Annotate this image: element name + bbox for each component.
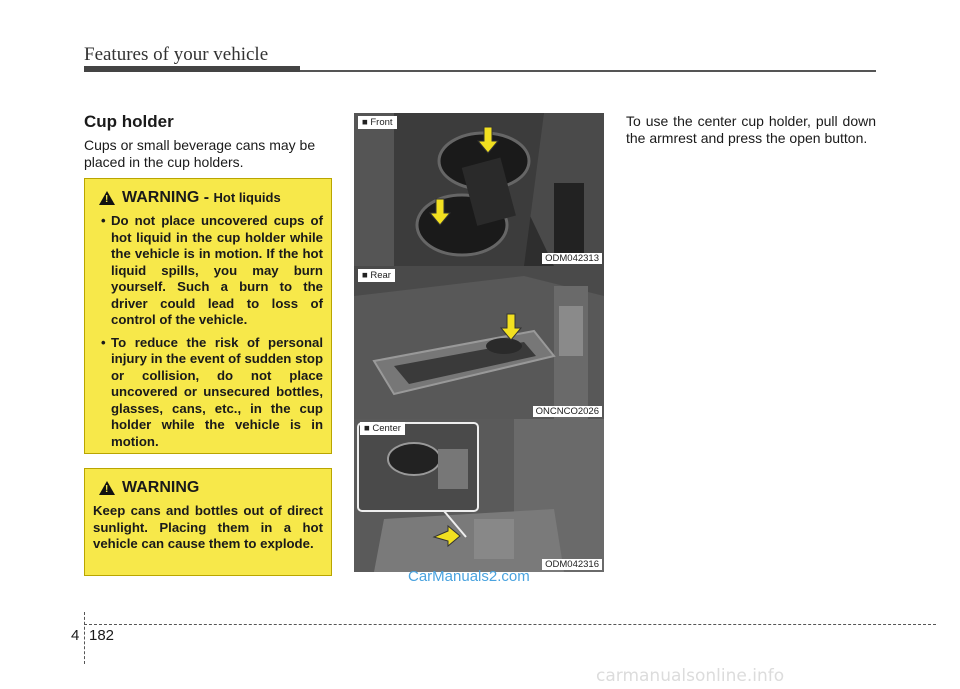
image-label: ■ Rear (358, 269, 395, 282)
image-label: ■ Front (358, 116, 397, 129)
warning-list (93, 213, 323, 450)
warning-item: • To reduce the risk of personal injury in the event of sudden stop or collision, do not place uncovered or unsecured bottles, glasses, cans, etc., in the cup holder while the vehicle is in motion. (101, 334, 323, 449)
warning-label: WARNING - (122, 189, 214, 206)
warning-subtitle: Hot liquids (213, 190, 281, 205)
footer-rule (84, 624, 936, 625)
image-code: ODM042313 (542, 253, 602, 264)
warning-box-hot-liquids (84, 178, 332, 454)
warning-item: • Do not place uncovered cups of hot liquid in the cup holder while the vehicle is in motion. If the hot liquid spills, you may burn yourself. Such a burn to the driver could lead to loss of control of the vehicle. (101, 213, 323, 327)
warning-label: WARNING (122, 479, 200, 496)
warning-triangle-icon: ! (99, 191, 115, 205)
center-cup-holder-image (354, 419, 604, 572)
image-label: ■ Center (360, 422, 405, 435)
warning-triangle-icon: ! (99, 481, 115, 495)
header-rule (300, 70, 876, 72)
rear-cup-holder-image (354, 266, 604, 419)
footer-vertical-rule (84, 612, 85, 664)
warning-box-sunlight (84, 468, 332, 576)
header-bar (84, 66, 300, 72)
site-watermark: carmanualsonline.info (596, 666, 785, 686)
front-cup-holder-image (354, 113, 604, 266)
intro-text: Cups or small beverage cans may be placed in the cup holders. (84, 137, 316, 170)
center-cup-holder-instructions: To use the center cup holder, pull down the armrest and press the open button. (626, 113, 876, 146)
image-code: ODM042316 (542, 559, 602, 570)
header-title: Features of your vehicle (84, 44, 269, 65)
warning-heading (99, 189, 323, 207)
warning-heading (99, 479, 323, 497)
page-number: 182 (89, 627, 115, 644)
section-title: Cup holder (84, 112, 174, 131)
chapter-number: 4 (71, 627, 80, 644)
warning-text: Keep cans and bottles out of direct sunlight. Placing them in a hot vehicle can cause them to explode. (93, 503, 323, 551)
image-code: ONCNCO2026 (533, 406, 602, 417)
watermark: CarManuals2.com (408, 568, 530, 585)
